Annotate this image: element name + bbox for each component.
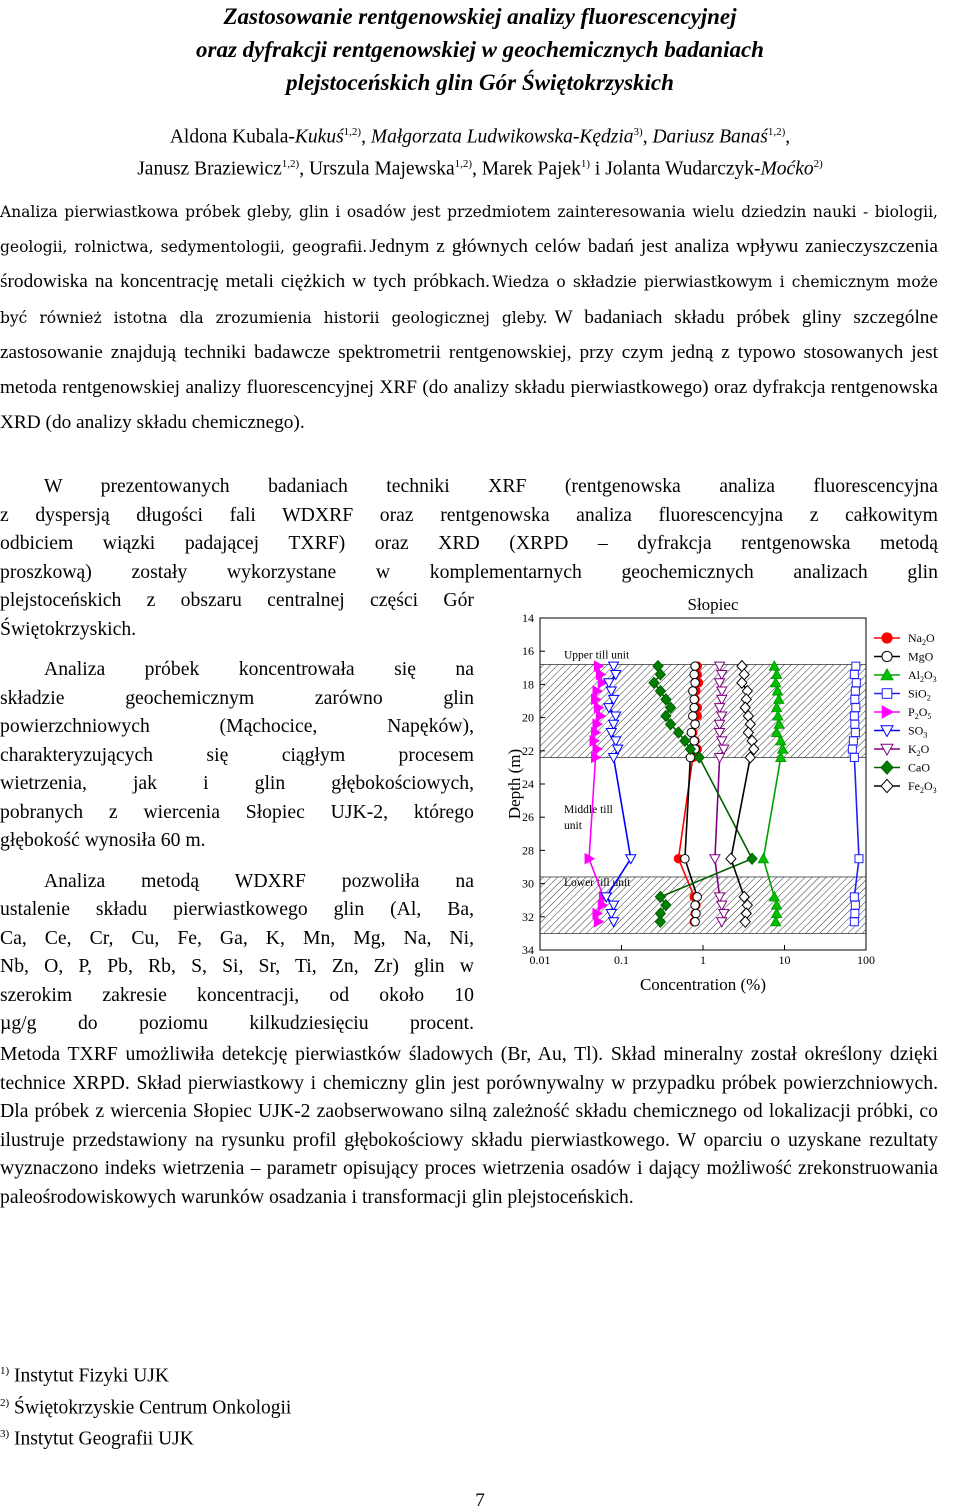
para3-line-3: powierzchniowych (Mąchocice, Napęków), [0,715,474,737]
para2-line-1: W prezentowanych badaniach techniki XRF (rentgenowska analiza fluorescencyjna [44,475,938,497]
x-tick-label: 0.1 [614,953,629,967]
data-point-mgo [690,737,699,746]
author-text: i Jolanta Wudarczyk- [590,158,761,180]
author-text: , Marek Pajek [472,158,581,180]
title-line-2: oraz dyfrakcji rentgenowskiej w geochemicznych badaniach [196,37,764,62]
unit-label: unit [564,819,582,832]
data-point-so3 [626,855,636,864]
affiliation-mark: 2) [813,158,823,170]
affiliation-mark: 1,2) [281,158,300,170]
x-tick-label: 0.01 [529,953,551,967]
depth-profile-chart [498,590,960,1010]
legend-label: $P_2O_5$ [908,705,932,721]
data-point-sio2 [851,901,859,909]
data-point-cao [747,853,757,864]
para4-line-2: ustalenie składu pierwiastkowego glin (Al, Ba, [0,898,474,920]
data-point-sio2 [851,909,859,917]
authors-line-2 [0,148,960,186]
author-text: Aldona Kubala- [169,126,295,148]
affiliation-mark: 1,2) [343,126,362,138]
para3-line-2: składzie geochemicznym zarówno glin [0,686,474,709]
footnote-mark: 3) [0,1428,10,1440]
para2-line-3: odbiciem wiązki padającej TXRF) oraz XRD (XRPD – dyfrakcja rentgenowska metodą [0,532,938,554]
footnote-3 [0,1421,291,1453]
data-point-mgo [681,854,690,863]
legend-label: $Al_2O_3$ [908,668,937,684]
data-point-sio2 [850,670,858,678]
paragraph-methods [0,472,938,586]
title-line-1: Zastosowanie rentgenowskiej analizy fluorescencyjnej [223,4,737,29]
data-point-sio2 [851,720,859,728]
data-point-mgo [691,720,700,729]
para3-line-5: wietrzenia, jak i glin głębokościowych, [0,772,474,794]
data-point-sio2 [849,737,857,745]
data-point-sio2 [851,695,859,703]
data-point-mgo [691,678,700,687]
legend-marker [882,651,892,661]
data-point-sio2 [855,855,863,863]
left-column [0,586,474,1038]
data-point-mgo [691,901,700,910]
abstract-sentence-3: Wiedza o składzie pierwiastkowym i chemicznym może być również istotna dla zrozumienia historii geologicznej gleby. [0,273,938,327]
data-point-mgo [689,687,698,696]
data-point-sio2 [852,704,860,712]
data-point-mgo [692,909,701,918]
data-point-k2o [710,855,720,864]
abstract-sentence-4: W badaniach składu próbek gliny szczególne zastosowanie znajdują techniki badawcze spektrometrii rentgenowskiej, przy czym jedną z typowo stosowanych jest metoda rentgenowskiej analizy fluorescencyjnej XRF (do analizy składu pierwiastkowego) oraz dyfrakcja rentgenowska XRD (do analizy składu chemicznego). [0,306,939,434]
legend-label: $Fe_2O_3$ [908,779,937,795]
y-tick-label: 32 [522,909,534,924]
y-tick-label: 30 [522,876,534,891]
footnote-mark: 2) [0,1396,10,1409]
para2-narrow-line-1: plejstoceńskich z obszaru centralnej części Gór [0,589,474,611]
data-point-mgo [691,662,700,671]
legend-marker [881,761,893,774]
legend-label: SiO$_2$ [908,686,931,703]
legend-label: $SO_3$ [908,723,928,740]
data-point-mgo [690,695,699,704]
y-tick-label: 28 [522,843,534,858]
data-point-mgo [690,670,699,679]
data-point-sio2 [850,712,858,720]
para3-line-1: Analiza próbek koncentrowała się na [44,658,474,680]
para4-line-5: szerokim zakresie koncentracji, od około 10 [0,983,474,1006]
para4-line-6: µg/g do poziomu kilkudziesięciu procent. [0,1012,474,1034]
legend-marker [882,706,893,718]
footnote-text: Świętokrzyskie Centrum Onkologii [14,1397,292,1418]
data-point-mgo [693,893,702,902]
affiliation-mark: 1) [580,158,591,170]
para3-line-6: pobranych z wiercenia Słopiec UJK-2, którego [0,800,474,823]
author-text: Dariusz Banaś [652,126,768,148]
legend-label: CaO [908,760,930,775]
abstract-sentence-2: Jednym z głównych celów badań jest analiza wpływu zanieczyszczenia środowiska na koncentrację metali ciężkich w tych próbkach. [0,236,938,293]
y-tick-label: 14 [522,611,534,625]
data-point-sio2 [851,687,859,695]
author-text: , [642,126,653,148]
y-tick-label: 26 [522,810,534,825]
author-text: Moćko [760,158,814,180]
legend-marker [882,689,892,699]
abstract-sentence-1: Analiza pierwiastkowa próbek gleby, glin i osadów jest przedmiotem zainteresowania wielu dziedzin nauki - biologii, geologii, rolnictwa, sedymentologii, geografii. [0,203,938,257]
footnote-text: Instytut Geografii UJK [14,1428,194,1450]
data-point-mgo [691,918,700,927]
footnotes [0,1358,291,1453]
data-point-al2o3 [758,854,768,863]
x-tick-label: 1 [700,953,706,967]
hatched-interval [540,664,866,757]
author-text: Kukuś [294,126,344,148]
affiliation-mark: 1,2) [767,126,786,138]
author-text: Janusz Braziewicz [137,158,282,180]
para2-line-4: proszkową) zostały wykorzystane w komplementarnych geochemicznych analizach glin [0,560,938,583]
para3-line-7: głębokość wynosiła 60 m. [0,829,206,851]
footnote-mark: 1) [0,1365,10,1377]
para5-text: Metoda TXRF umożliwiła detekcję pierwiastków śladowych (Br, Au, Tl). Skład mineralny został określony dzięki technice XRPD. Skład pierwiastkowy i chemiczny glin jest porównywalny w przypadku próbek powierzchniowych. Dla próbek z wiercenia Słopiec UJK-2 zaobserwowano silną zależność składu chemicznego od lokalizacji próbki, co ilustruje przedstawiony na rysunku profil głębokościowy składu pierwiastkowego. W oparciu o uzyskane rezultaty wyznaczono indeks wietrzenia – parametr opisujący proces wietrzenia osadów i dający możliwość zrekonstruowania paleośrodowiskowych warunków osadzania i transformacji glin plejstoceńskich. [0,1043,938,1208]
para4-line-1: Analiza metodą WDXRF pozwoliła na [44,869,474,892]
data-point-mgo [689,712,698,721]
legend-marker [881,779,893,792]
chart-title: Słopiec [687,595,739,614]
para3-line-4: charakteryzujących się ciągłym procesem [0,743,474,766]
para4-line-3: Ca, Ce, Cr, Cu, Fe, Ga, K, Mn, Mg, Na, Ni, [0,926,474,949]
footnote-text: Instytut Fizyki UJK [14,1365,169,1387]
author-text: , [785,126,791,148]
data-point-so3 [609,753,619,762]
y-tick-label: 18 [522,677,534,692]
depth-profile-figure [498,590,960,1010]
data-point-sio2 [850,893,858,901]
data-point-sio2 [850,918,858,926]
author-text: , Urszula Majewska [299,158,455,180]
legend-label: MgO [908,649,934,664]
author-text: Małgorzata Ludwikowska-Kędzia [370,126,634,148]
data-point-sio2 [851,729,859,737]
affiliation-mark: 1,2) [454,158,473,170]
legend-label: $Na_2O$ [908,631,935,647]
para2-line-2: z dyspersją długości fali WDXRF oraz rentgenowska analiza fluorescencyjna z całkowitym [0,503,938,526]
page-number: 7 [475,1490,485,1511]
abstract-paragraph [0,198,938,443]
unit-label: Lower till unit [564,876,631,889]
data-point-sio2 [852,662,860,670]
data-point-mgo [690,703,699,712]
legend-label: $K_2O$ [908,742,930,758]
data-point-mgo [687,728,696,737]
paper-title [0,0,960,99]
unit-label: Upper till unit [564,649,630,662]
author-text: , [361,126,371,148]
y-tick-label: 22 [522,743,534,758]
footnote-1 [0,1358,291,1390]
unit-label: Middle till [564,803,613,816]
x-axis-label: Concentration (%) [639,975,767,994]
x-tick-label: 10 [778,953,791,967]
affiliation-mark: 3) [633,126,643,138]
x-tick-label: 100 [857,953,875,967]
para2-narrow-line-2: Świętokrzyskich. [0,617,137,640]
para4-line-4: Nb, O, P, Pb, Rb, S, Si, Sr, Ti, Zn, Zr) glin w [0,955,474,977]
title-line-3: plejstoceńskich glin Gór Świętokrzyskich [286,70,674,95]
y-tick-label: 20 [522,710,534,725]
legend-marker [882,633,892,643]
data-point-sio2 [850,753,858,761]
y-tick-label: 34 [522,943,534,957]
y-tick-label: 24 [522,777,534,791]
y-tick-label: 16 [522,644,534,659]
data-point-sio2 [848,745,856,753]
data-point-k2o [715,753,725,762]
data-point-sio2 [852,679,860,687]
data-point-fe2o3 [726,853,736,864]
y-axis-label: Depth (m) [505,748,524,820]
footnote-2 [0,1390,291,1422]
paragraph-results [0,1040,938,1211]
